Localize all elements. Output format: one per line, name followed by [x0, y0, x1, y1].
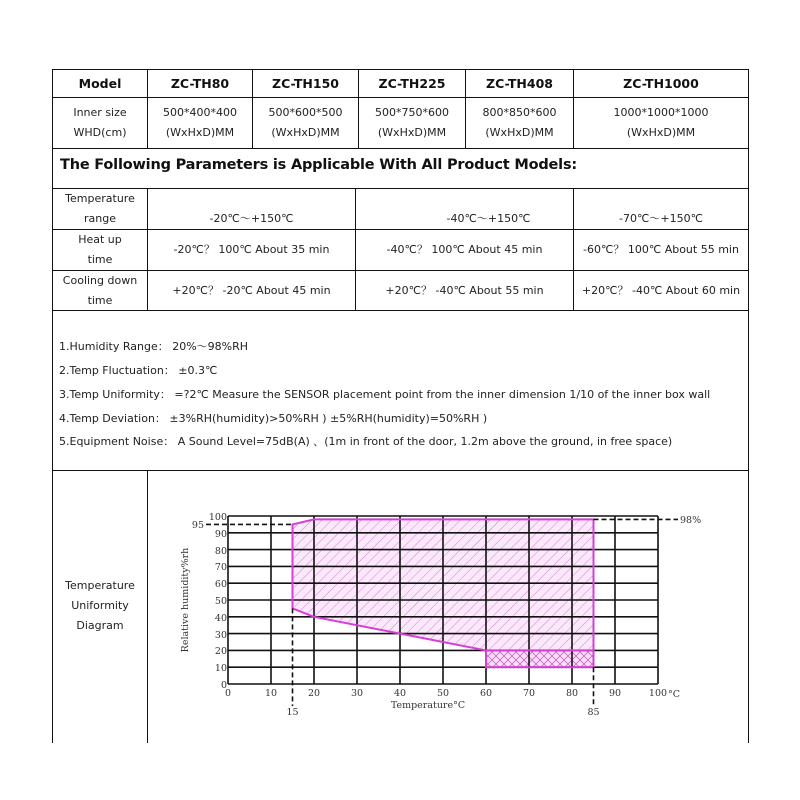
model-header-zc-th408: ZC-TH408	[486, 75, 553, 91]
temperature-range-value: -70℃～+150℃	[619, 212, 703, 225]
annotation-98-percent: 98%	[680, 515, 702, 526]
inner-size-dims: 800*850*600	[482, 106, 557, 119]
inner-size-dims: 500*600*500	[268, 106, 343, 119]
svg-text:60: 60	[479, 688, 493, 699]
inner-size-dims: 500*750*600	[375, 106, 449, 119]
row-label-line1: Temperature	[65, 192, 135, 205]
svg-text:10: 10	[264, 688, 278, 699]
temperature-range-value: -40℃～+150℃	[446, 212, 531, 225]
cooling-down-time-value: +20℃？ -40℃ About 60 min	[581, 283, 741, 297]
diagram-label-line2: Uniformity	[71, 599, 129, 612]
spec-equipment-noise: 5.Equipment Noise： A Sound Level=75dB(A) 、(1m in front of the door, 1.2m above the ground, in free space)	[59, 435, 673, 448]
svg-text:90: 90	[608, 688, 622, 699]
svg-text:50: 50	[436, 688, 450, 699]
inner-size-label-line1: Inner size	[73, 106, 127, 119]
cooling-down-time-value: +20℃？ -40℃ About 55 min	[385, 283, 544, 297]
model-header-zc-th225: ZC-TH225	[378, 75, 446, 91]
x-tick-labels	[225, 688, 667, 699]
diagram-label-line3: Diagram	[76, 619, 124, 632]
inner-size-unit: (WxHxD)MM	[165, 126, 235, 139]
cooling-down-time-value: +20℃？ -20℃ About 45 min	[172, 283, 331, 297]
row-label-line1: Heat up	[78, 233, 122, 246]
svg-text:60: 60	[214, 579, 227, 590]
svg-text:80: 80	[214, 546, 227, 557]
inner-size-unit: (WxHxD)MM	[271, 126, 340, 139]
svg-text:70: 70	[214, 562, 227, 573]
spec-humidity-range: 1.Humidity Range： 20%～98%RH	[59, 340, 249, 353]
svg-text:0: 0	[220, 680, 227, 691]
heat-up-time-value: -40℃？ 100℃ About 45 min	[386, 243, 543, 256]
crosshatch-region	[486, 650, 594, 667]
svg-text:100: 100	[208, 512, 227, 523]
inner-size-dims: 500*400*400	[163, 106, 237, 119]
svg-text:30: 30	[350, 688, 364, 699]
spec-temp-deviation: 4.Temp Deviation： ±3%RH(humidity)>50%RH ) ±5%RH(humidity)=50%RH )	[59, 412, 488, 425]
svg-text:50: 50	[214, 596, 227, 607]
row-label-line2: time	[87, 293, 113, 307]
svg-text:0: 0	[224, 688, 232, 699]
y-tick-labels	[209, 512, 227, 691]
row-label-line2: range	[84, 212, 116, 225]
model-header-zc-th80: ZC-TH80	[170, 75, 230, 91]
row-label-line1: Cooling down	[62, 273, 138, 287]
svg-text:70: 70	[522, 688, 536, 699]
heat-up-time-value: -60℃？ 100℃ About 55 min	[583, 243, 739, 256]
model-header-zc-th1000: ZC-TH1000	[623, 75, 699, 91]
svg-text:20: 20	[307, 688, 321, 699]
diagram-label-line1: Temperature	[65, 579, 135, 592]
x-axis-label: Temperature°C	[390, 700, 466, 711]
inner-size-unit: (WxHxD)MM	[485, 126, 554, 139]
svg-text:80: 80	[565, 688, 579, 699]
svg-text:20: 20	[214, 646, 227, 657]
applicable-params-heading: The Following Parameters is Applicable With All Product Models:	[60, 157, 577, 173]
model-header-zc-th150: ZC-TH150	[272, 75, 339, 91]
inner-size-dims: 1000*1000*1000	[613, 106, 709, 119]
inner-size-unit: (WxHxD)MM	[377, 126, 447, 139]
inner-size-label-line2: WHD(cm)	[73, 126, 127, 139]
y-axis-label: Relative humidity%rh	[180, 547, 191, 653]
row-label-line2: time	[87, 253, 113, 266]
model-header-label: Model	[78, 75, 122, 91]
svg-text:40: 40	[214, 613, 227, 624]
annotation-15: 15	[286, 707, 299, 718]
temperature-range-value: -20℃～+150℃	[209, 212, 294, 225]
annotation-95: 95	[191, 520, 204, 531]
spec-temp-uniformity: 3.Temp Uniformity： =?2℃ Measure the SENSOR placement point from the inner dimension 1/10 of the inner box wall	[59, 388, 711, 401]
inner-size-unit: (WxHxD)MM	[626, 126, 696, 139]
svg-text:40: 40	[393, 688, 407, 699]
svg-text:90: 90	[214, 529, 227, 540]
svg-text:10: 10	[214, 663, 227, 674]
svg-text:100: 100	[648, 688, 668, 699]
spec-temp-fluctuation: 2.Temp Fluctuation： ±0.3℃	[59, 364, 218, 377]
annotation-85: 85	[587, 707, 600, 718]
svg-text:30: 30	[214, 630, 227, 641]
heat-up-time-value: -20℃？ 100℃ About 35 min	[173, 243, 330, 256]
x-unit-label: °C	[668, 689, 681, 700]
